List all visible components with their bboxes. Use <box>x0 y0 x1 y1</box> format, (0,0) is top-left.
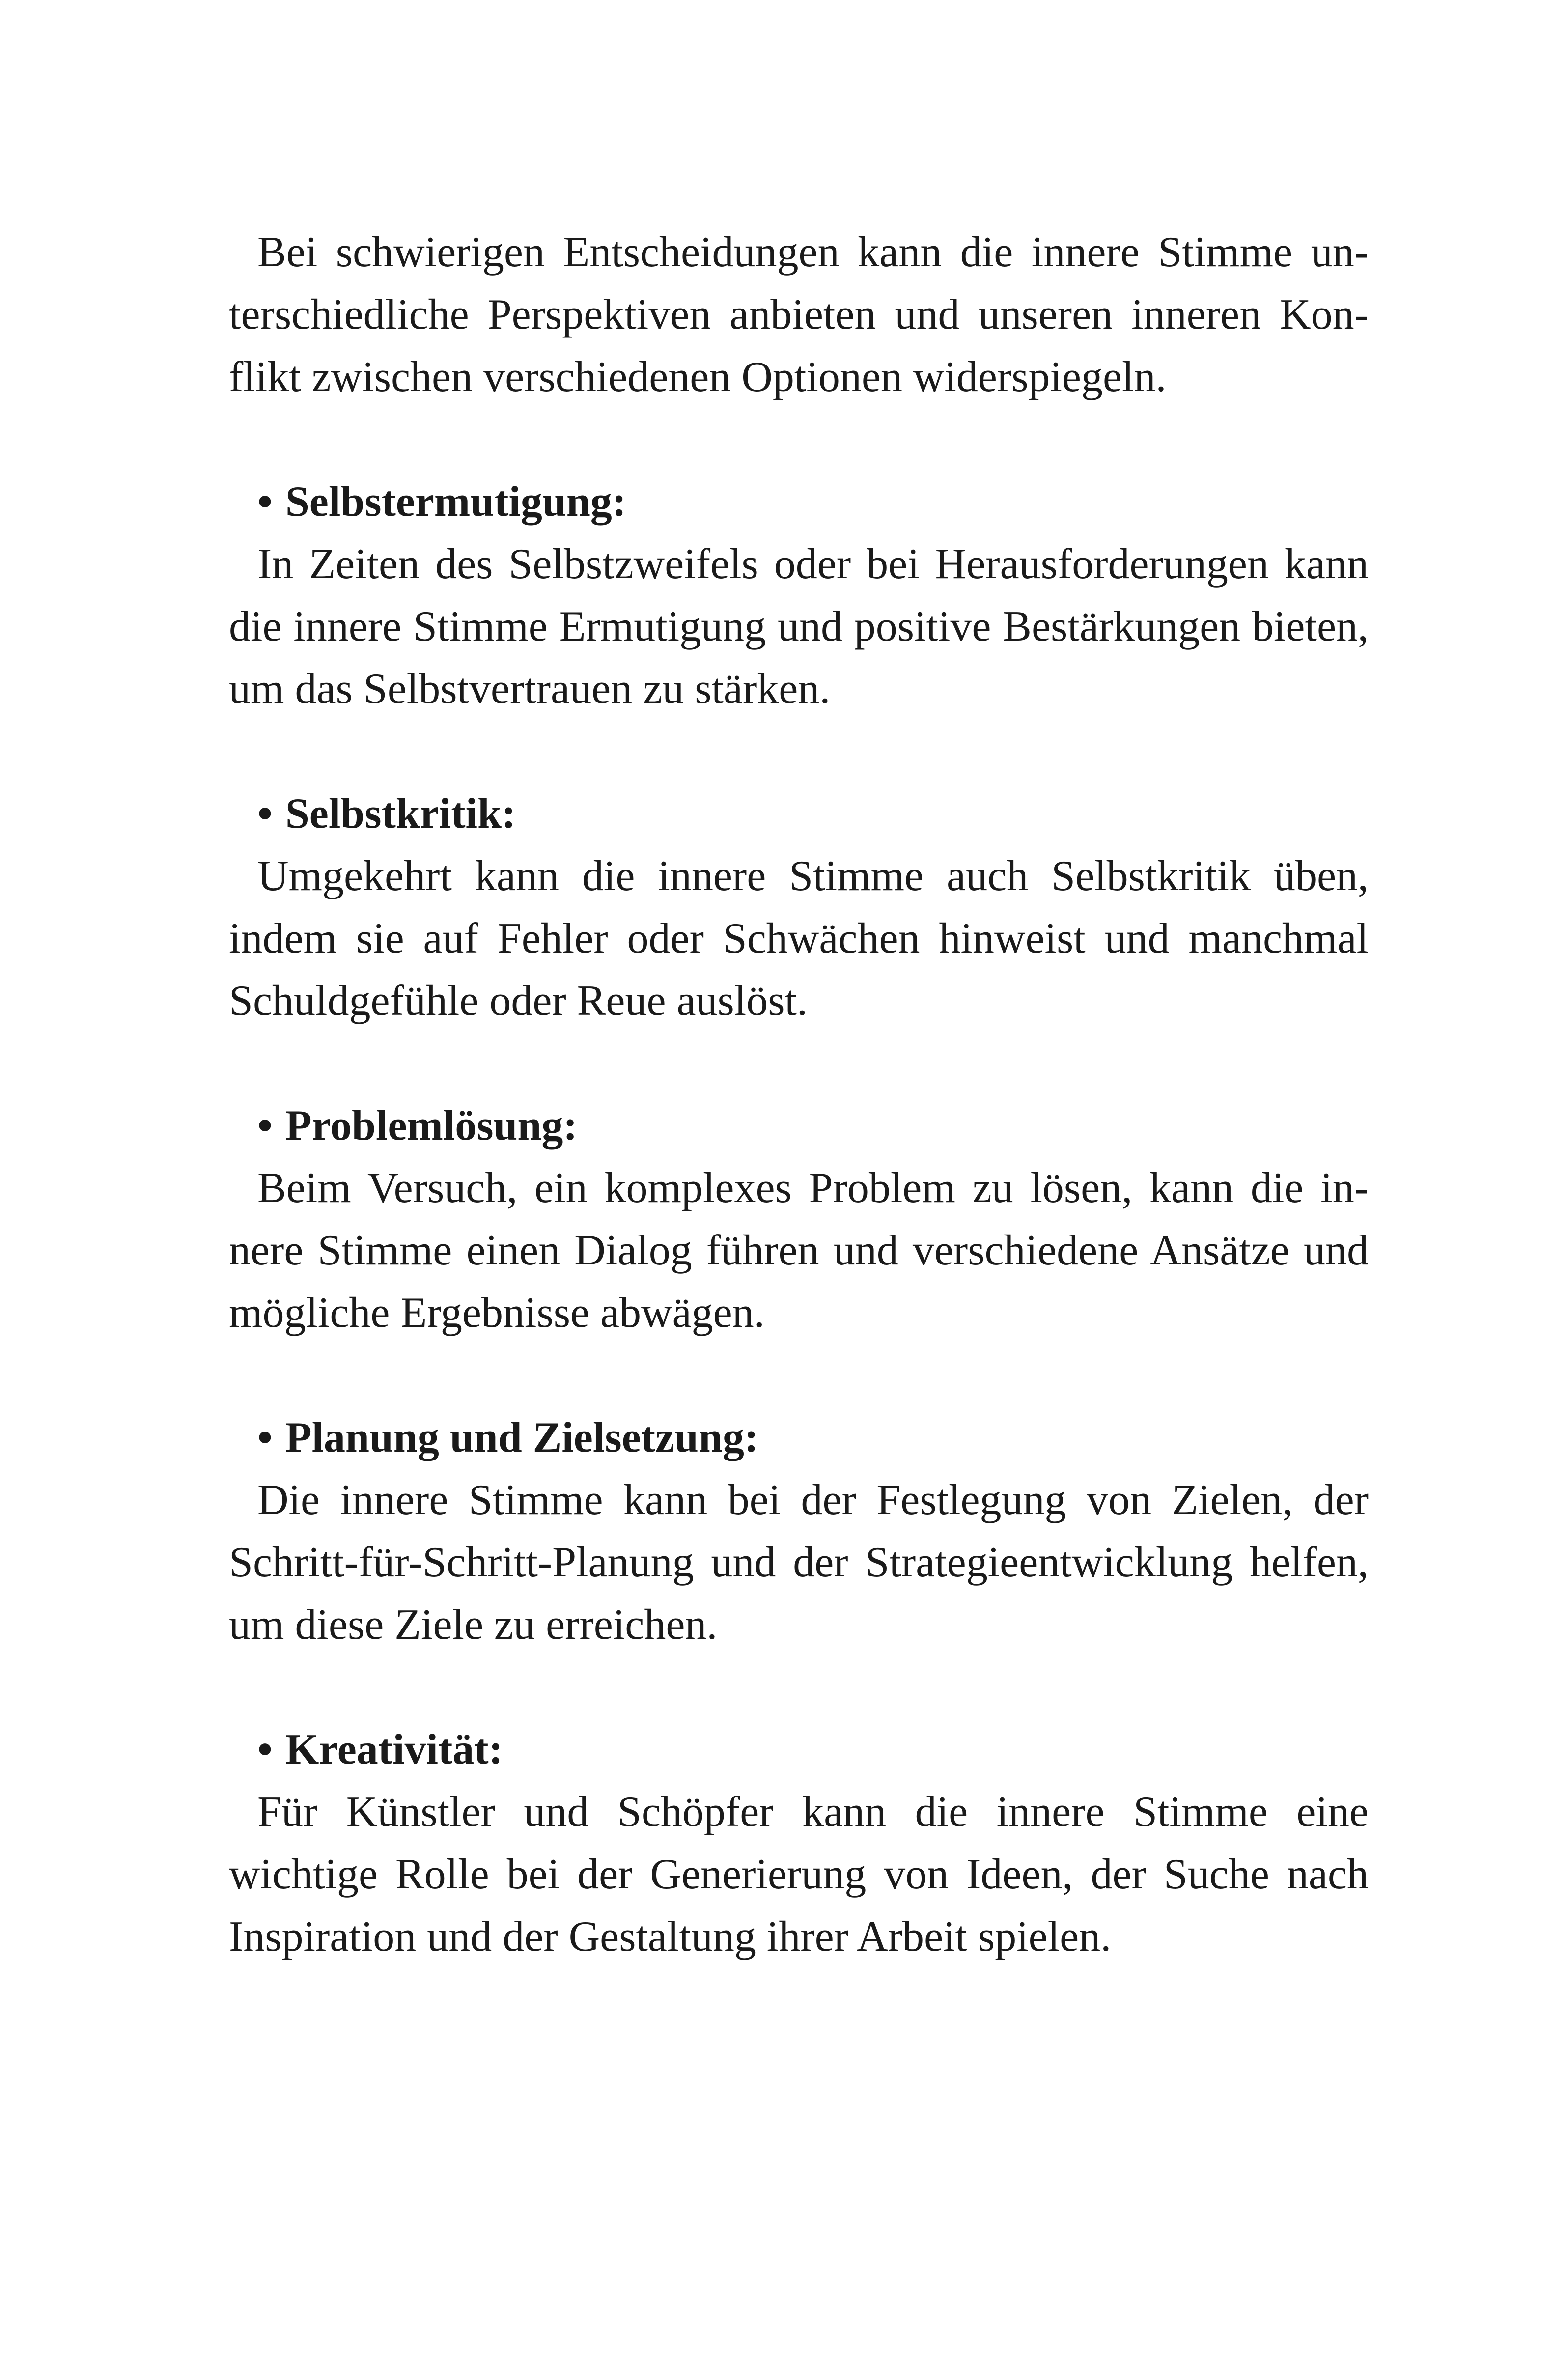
section-heading <box>229 1095 1369 1157</box>
section-heading-label: Kreativität: <box>285 1726 503 1773</box>
section-paragraph: Beim Versuch, ein komplexes Problem zu lösen, kann die innere Stimme einen Dialog führen und verschiedene Ansätze und mögliche Ergebnisse abwägen. <box>229 1164 1369 1337</box>
bullet-icon: • <box>257 1726 273 1773</box>
bullet-icon: • <box>257 1414 273 1461</box>
text-body <box>229 221 1369 1968</box>
section-paragraph: In Zeiten des Selbstzweifels oder bei Herausforderungen kann die innere Stimme Ermutigung und positive Bestärkungen bieten, um das Selbstvertrauen zu stärken. <box>229 540 1369 713</box>
section-heading <box>229 1406 1369 1469</box>
intro-paragraph: Bei schwierigen Entscheidungen kann die innere Stimme unterschiedliche Perspektiven anbieten und unseren inneren Konflikt zwischen verschiedenen Optionen widerspiegeln. <box>229 228 1369 401</box>
bullet-icon: • <box>257 1102 273 1150</box>
section-heading-label: Problemlösung: <box>285 1102 578 1150</box>
section-paragraph: Umgekehrt kann die innere Stimme auch Selbstkritik üben, indem sie auf Fehler oder Schwächen hinweist und manchmal Schuldgefühle oder Reue auslöst. <box>229 852 1369 1025</box>
section-paragraph: Die innere Stimme kann bei der Festlegung von Zielen, der Schritt-für-Schritt-Planung und der Strategieentwicklung helfen, um diese Ziele zu erreichen. <box>229 1476 1369 1649</box>
section-selbstermutigung <box>229 471 1369 720</box>
section-problemloesung <box>229 1095 1369 1344</box>
section-paragraph: Für Künstler und Schöpfer kann die innere Stimme eine wichtige Rolle bei der Generierung von Ideen, der Suche nach Inspiration und der Gestaltung ihrer Arbeit spielen. <box>229 1788 1369 1961</box>
section-planung-und-zielsetzung <box>229 1406 1369 1656</box>
section-selbstkritik <box>229 783 1369 1032</box>
section-heading-label: Selbstkritik: <box>285 790 516 838</box>
section-kreativitaet <box>229 1718 1369 1968</box>
bullet-icon: • <box>257 478 273 526</box>
section-heading-label: Planung und Zielsetzung: <box>285 1414 759 1461</box>
section-heading <box>229 471 1369 533</box>
section-heading <box>229 1718 1369 1781</box>
section-heading-label: Selbstermutigung: <box>285 478 627 526</box>
bullet-icon: • <box>257 790 273 838</box>
section-heading <box>229 783 1369 845</box>
